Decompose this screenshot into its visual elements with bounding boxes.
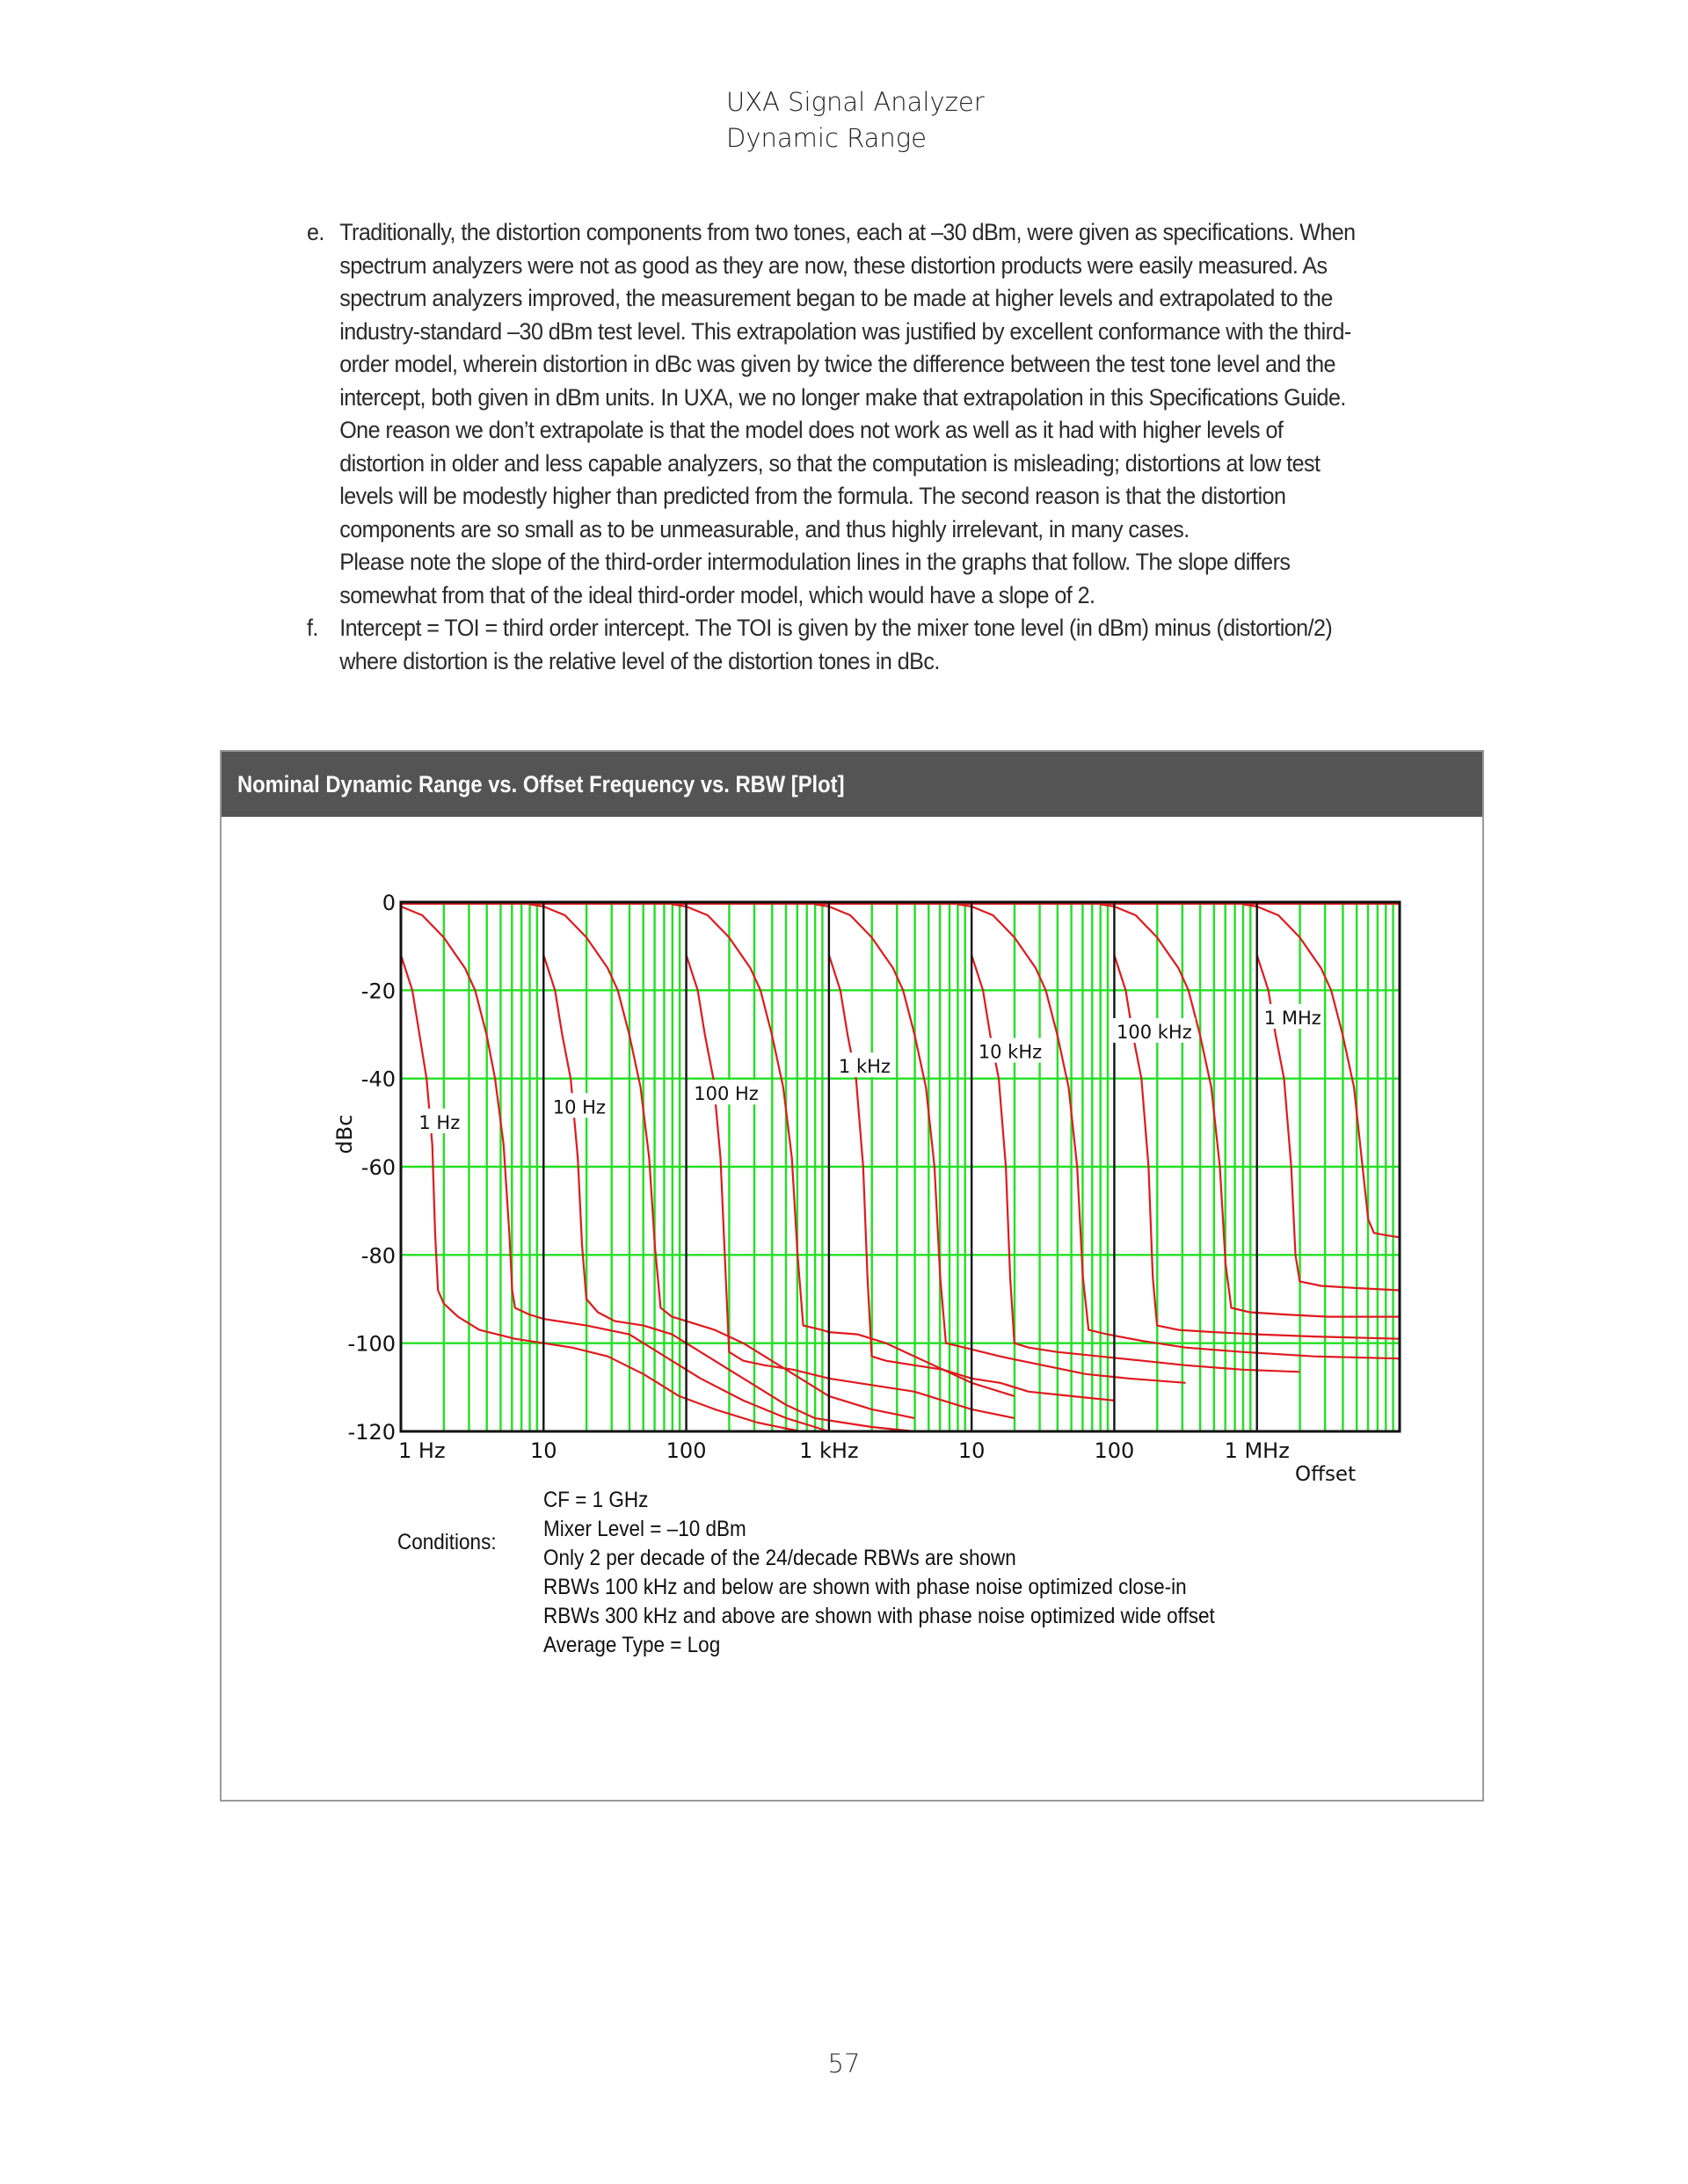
footnote-paragraph: Traditionally, the distortion components from two tones, each at –30 dBm, were given as specifications. When spectrum analyzers were not as good as they are now, these distortion products were easily measured. As spectrum analyzers improved, the measurement began to be made at higher levels and extrapolated to the industry-standard –30 dBm test level. This extrapolation was justified by excellent conformance with the third-order model, wherein distortion in dBc was given by twice the difference between the test tone level and the intercept, both given in dBm units. In UXA, we no longer make that extrapolation in this Specifications Guide. xyxy=(339,219,1356,411)
svg-text:10 Hz: 10 Hz xyxy=(552,1096,606,1118)
y-axis-label: dBc xyxy=(332,1114,357,1154)
condition-item: Mixer Level = –10 dBm xyxy=(543,1517,746,1541)
header-subtitle: Dynamic Range xyxy=(726,123,928,153)
x-tick-label: 1 Hz xyxy=(398,1438,446,1463)
curve-label xyxy=(974,1038,1045,1063)
figure-title: Nominal Dynamic Range vs. Offset Frequency vs. RBW [Plot] xyxy=(237,771,845,797)
footnote-marker: f. xyxy=(307,615,318,641)
trace-rbw xyxy=(815,905,1186,1383)
svg-text:1 kHz: 1 kHz xyxy=(838,1056,891,1078)
x-tick-label: 100 xyxy=(1094,1438,1135,1463)
footnote-paragraph: Please note the slope of the third-order intermodulation lines in the graphs that follow. The slope differs somewhat from that of the ideal third-order model, which would have a slope of 2. xyxy=(339,549,1291,608)
x-tick-label: 1 kHz xyxy=(799,1438,859,1463)
curve-label xyxy=(1262,1004,1323,1029)
y-tick-label: -80 xyxy=(360,1243,396,1269)
svg-text:10 kHz: 10 kHz xyxy=(978,1041,1043,1063)
curve-label xyxy=(549,1093,610,1117)
curve-labels xyxy=(415,1004,1323,1133)
y-tick-label: -60 xyxy=(360,1155,396,1180)
curve-label xyxy=(834,1052,895,1077)
condition-item: RBWs 100 kHz and below are shown with phase noise optimized close-in xyxy=(543,1575,1187,1599)
x-tick-label: 1 MHz xyxy=(1224,1438,1290,1463)
y-tick-label: -20 xyxy=(360,979,396,1004)
trace-rbw xyxy=(672,905,1015,1396)
conditions-list xyxy=(543,1486,1215,1660)
footnote-paragraph: Intercept = TOI = third order intercept. The TOI is given by the mixer tone level (in dBm) minus (distortion/2) where distortion is the relative level of the distortion tones in dBc. xyxy=(339,615,1333,674)
y-axis-ticks xyxy=(348,891,396,1445)
y-tick-label: -100 xyxy=(347,1331,396,1357)
x-axis-label: Offset xyxy=(1295,1463,1357,1486)
condition-item: RBWs 300 kHz and above are shown with phase noise optimized wide offset xyxy=(543,1604,1215,1628)
condition-item: Only 2 per decade of the 24/decade RBWs are shown xyxy=(543,1546,1016,1570)
condition-item: CF = 1 GHz xyxy=(543,1488,649,1512)
condition-item: Average Type = Log xyxy=(543,1633,721,1657)
x-axis-ticks xyxy=(398,1438,1290,1463)
footnote-paragraph: One reason we don’t extrapolate is that the model does not work as well as it had with higher levels of distortion in older and less capable analyzers, so that the computation is misleading; distortions at low test levels will be modestly higher than predicted from the formula. The second reason is that the distortion components are so small as to be unmeasurable, and thus highly irrelevant, in many cases. xyxy=(339,417,1321,542)
y-tick-label: -120 xyxy=(347,1420,396,1445)
y-tick-label: 0 xyxy=(382,891,396,915)
x-tick-label: 10 xyxy=(957,1438,986,1463)
curve-label xyxy=(1113,1018,1196,1043)
trace-rbw xyxy=(957,905,1400,1359)
svg-text:1 MHz: 1 MHz xyxy=(1263,1007,1321,1029)
y-tick-label: -40 xyxy=(360,1067,396,1092)
footnote-marker: e. xyxy=(307,219,324,245)
x-tick-label: 100 xyxy=(666,1438,707,1463)
trace-rbw xyxy=(1243,905,1401,1238)
page-number: 57 xyxy=(827,2049,861,2078)
curve-label xyxy=(415,1109,464,1133)
svg-text:100 kHz: 100 kHz xyxy=(1117,1021,1192,1043)
conditions-label: Conditions: xyxy=(397,1530,497,1554)
x-tick-label: 10 xyxy=(530,1438,557,1463)
svg-text:1 Hz: 1 Hz xyxy=(418,1111,461,1133)
svg-text:100 Hz: 100 Hz xyxy=(694,1083,759,1105)
curve-label xyxy=(691,1080,762,1104)
header-title: UXA Signal Analyzer xyxy=(726,87,985,117)
